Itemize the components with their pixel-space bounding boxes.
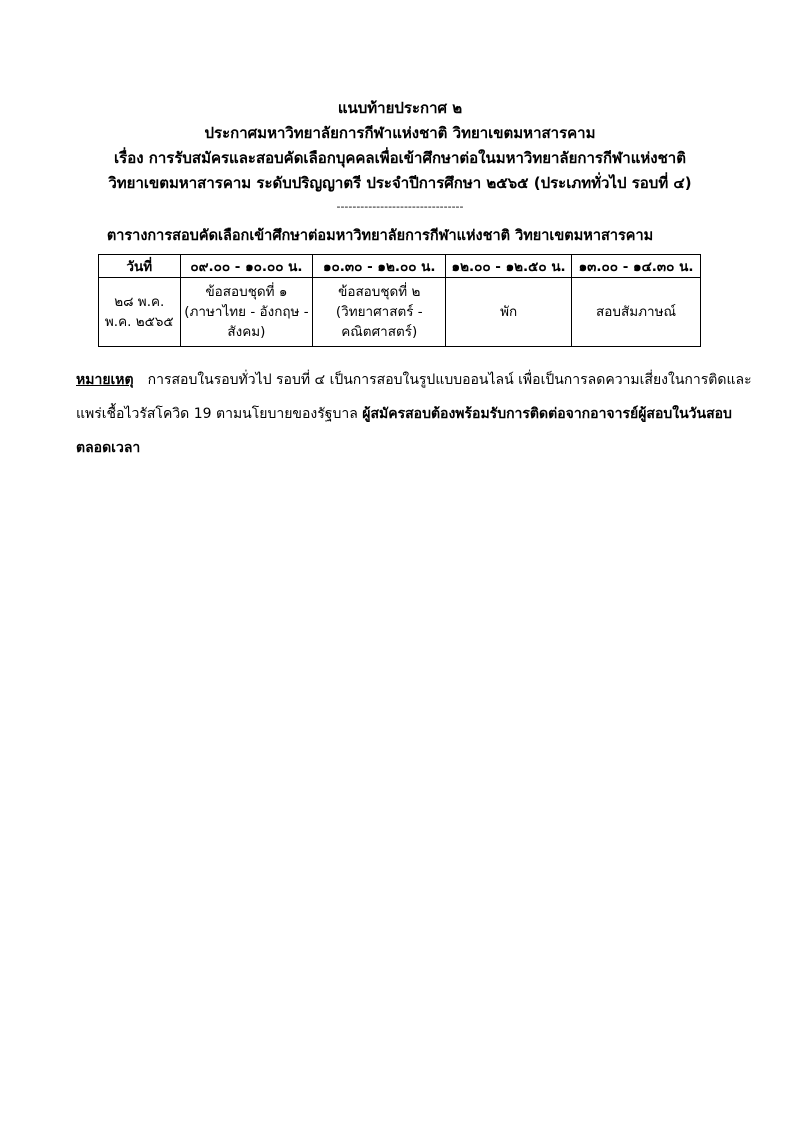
table-title: ตารางการสอบคัดเลือกเข้าศึกษาต่อมหาวิทยาลัยการกีฬาแห่งชาติ วิทยาเขตมหาสารคาม [106, 228, 654, 244]
header-date: วันที่ [99, 255, 181, 278]
separator-line: -------------------------------- [336, 200, 464, 213]
remarks-line-2-emphasis: ผู้สมัครสอบต้องพร้อมรับการติดต่อจากอาจารย์ผู้สอบในวันสอบ [362, 406, 732, 422]
attachment-title: แนบท้ายประกาศ ๒ [337, 99, 463, 117]
remarks-line-1: การสอบในรอบทั่วไป รอบที่ ๔ เป็นการสอบในรูปแบบออนไลน์ เพื่อเป็นการลดความเสี่ยงในการติดและ [147, 372, 752, 388]
exam-schedule-table [98, 254, 701, 347]
table-row [99, 278, 701, 347]
table-header-row [99, 255, 701, 278]
remarks-section [76, 372, 752, 457]
cell-date: ๒๘ พ.ค. พ.ค. ๒๕๖๕ [99, 278, 181, 347]
header-slot-3: ๑๒.๐๐ - ๑๒.๕๐ น. [446, 255, 572, 278]
remarks-label: หมายเหตุ [76, 372, 134, 388]
announcement-subject-cont: วิทยาเขตมหาสารคาม ระดับปริญญาตรี ประจำปีการศึกษา ๒๕๖๕ (ประเภททั่วไป รอบที่ ๔) [108, 174, 692, 192]
cell-slot-1: ข้อสอบชุดที่ ๑ (ภาษาไทย - อังกฤษ - สังคม) [180, 278, 313, 347]
header-slot-2: ๑๐.๓๐ - ๑๒.๐๐ น. [313, 255, 446, 278]
header-slot-1: ๐๙.๐๐ - ๑๐.๐๐ น. [180, 255, 313, 278]
announcement-title: ประกาศมหาวิทยาลัยการกีฬาแห่งชาติ วิทยาเขตมหาสารคาม [204, 124, 596, 142]
announcement-subject: เรื่อง การรับสมัครและสอบคัดเลือกบุคคลเพื่อเข้าศึกษาต่อในมหาวิทยาลัยการกีฬาแห่งชาติ [114, 149, 686, 167]
header-slot-4: ๑๓.๐๐ - ๑๔.๓๐ น. [572, 255, 701, 278]
cell-slot-2: ข้อสอบชุดที่ ๒ (วิทยาศาสตร์ - คณิตศาสตร์) [313, 278, 446, 347]
remarks-line-2: แพร่เชื้อไวรัสโควิด 19 ตามนโยบายของรัฐบาล [76, 406, 363, 422]
announcement-header [0, 96, 800, 214]
cell-slot-3: พัก [446, 278, 572, 347]
cell-slot-4: สอบสัมภาษณ์ [572, 278, 701, 347]
remarks-line-3-emphasis: ตลอดเวลา [76, 440, 141, 456]
